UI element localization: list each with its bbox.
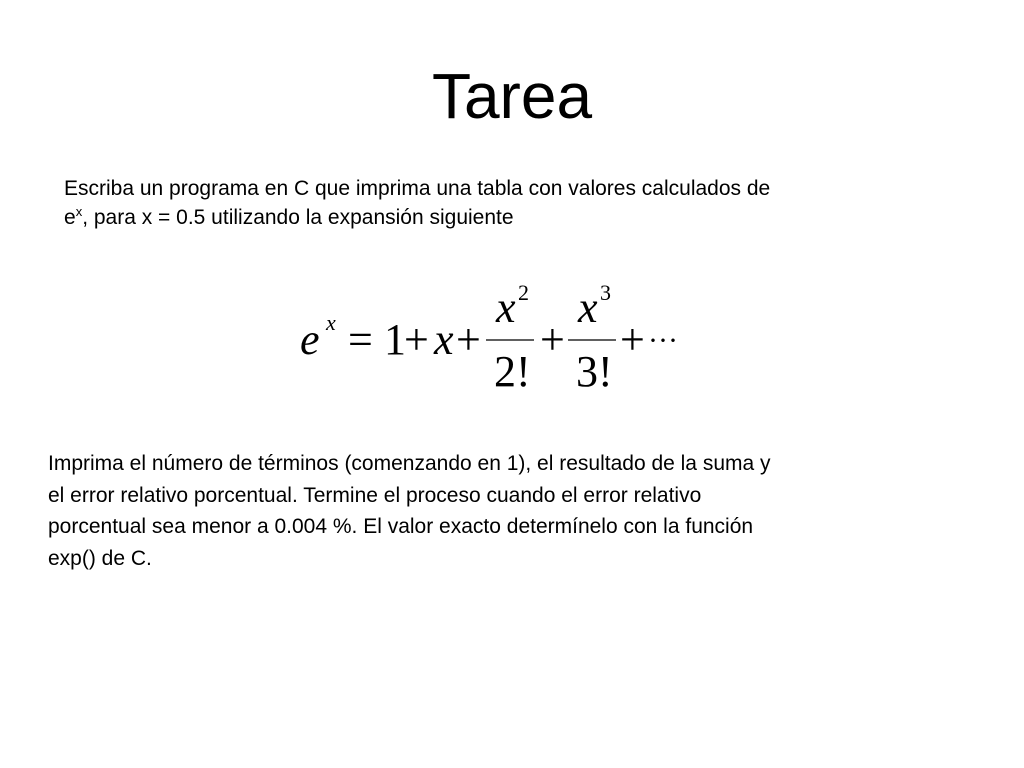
formula-plus-2: + [456,315,481,364]
taylor-series-formula [290,270,720,410]
intro-exp-base: e [64,206,76,229]
slide-title: Tarea [431,60,593,132]
formula-term2-den: 2! [494,347,531,396]
formula-plus-3: + [540,315,565,364]
instructions-line-2: el error relativo porcentual. Termine el proceso cuando el error relativo [48,483,702,507]
instructions-line-4: exp() de C. [48,546,152,570]
formula-term3-num-exp: 3 [600,280,611,305]
formula-one: 1 [384,315,406,364]
formula-term2-num-exp: 2 [518,280,529,305]
instructions-line-3: porcentual sea menor a 0.004 %. El valor exacto determínelo con la función [48,515,754,538]
formula-term2-num-base: x [496,283,516,332]
intro-exp-exponent: x [75,204,83,219]
formula-lhs-exp: x [326,310,336,335]
formula-lhs-base: e [300,315,320,364]
formula-plus-4: + [620,315,645,364]
intro-line-2 [64,203,964,232]
instructions-line-1: Imprima el número de términos (comenzando en 1), el resultado de la suma y [48,452,771,475]
formula-term3-num-base: x [578,283,598,332]
formula-x: x [434,315,454,364]
formula-term3-den: 3! [576,347,613,396]
formula-ellipsis: ··· [648,324,678,357]
instructions-paragraph [48,448,968,574]
formula-equals: = [348,315,373,364]
formula-plus-1: + [404,315,429,364]
intro-line-1: Escriba un programa en C que imprima una tabla con valores calculados de [64,177,771,200]
intro-line-2-rest: , para x = 0.5 utilizando la expansión siguiente [82,206,514,229]
intro-paragraph [64,174,964,232]
